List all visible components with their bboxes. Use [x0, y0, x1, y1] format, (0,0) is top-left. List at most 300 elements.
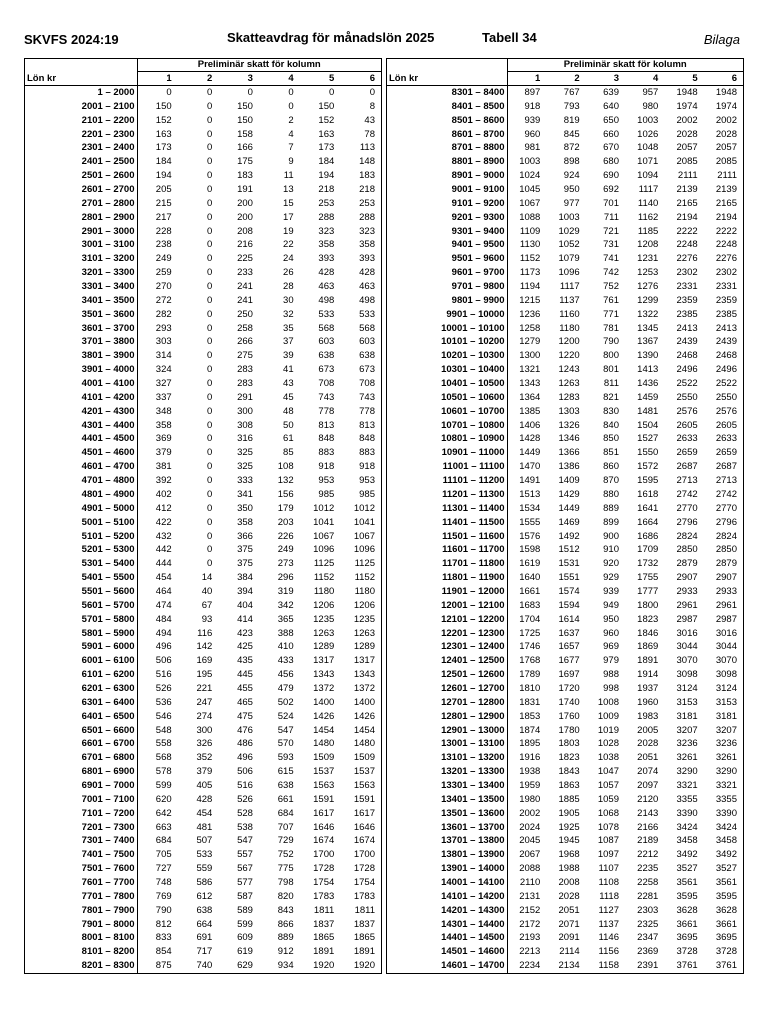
- tax-amount-cell: 546: [155, 710, 172, 722]
- tax-amount-cell: 578: [155, 766, 172, 778]
- tax-amount-cell: 507: [196, 835, 213, 847]
- tax-amount-cell: 0: [207, 558, 213, 570]
- tax-amount-cell: 1345: [637, 322, 659, 334]
- tax-amount-cell: 1194: [519, 281, 541, 293]
- tax-amount-cell: 819: [563, 114, 580, 126]
- tax-amount-cell: 1317: [353, 655, 375, 667]
- tax-amount-cell: 1768: [519, 655, 541, 667]
- table-row: [387, 169, 743, 183]
- salary-range-cell: 5101 – 5200: [25, 530, 137, 544]
- tax-amount-cell: 2605: [715, 419, 737, 431]
- salary-range-cell: 3101 – 3200: [25, 252, 137, 266]
- tax-amount-cell: 934: [277, 960, 294, 972]
- tax-amount-cell: 670: [603, 142, 619, 154]
- tax-amount-cell: 3492: [676, 849, 698, 861]
- table-row: [25, 446, 381, 460]
- tax-amount-cell: 2222: [676, 225, 698, 237]
- tax-amount-cell: 1300: [519, 350, 541, 362]
- tax-amount-cell: 1413: [637, 364, 659, 376]
- tax-amount-cell: 587: [237, 890, 253, 902]
- tax-amount-cell: 872: [563, 142, 580, 154]
- salary-range-cell: 12601 – 12700: [387, 682, 507, 696]
- table-row: [25, 862, 381, 876]
- tax-amount-cell: 2131: [519, 890, 541, 902]
- tax-amount-cell: 30: [283, 294, 294, 306]
- salary-range-cell: 11101 – 11200: [387, 474, 507, 488]
- tax-amount-cell: 1697: [558, 669, 580, 681]
- tax-amount-cell: 203: [277, 516, 294, 528]
- tax-amount-cell: 108: [277, 461, 294, 473]
- table-row: [387, 488, 743, 502]
- table-row: [25, 252, 381, 266]
- tax-amount-cell: 949: [603, 599, 619, 611]
- tax-amount-cell: 258: [237, 322, 253, 334]
- tax-amount-cell: 3561: [715, 876, 737, 888]
- table-row: [387, 446, 743, 460]
- tax-amount-cell: 496: [155, 641, 172, 653]
- tax-amount-cell: 3261: [715, 752, 737, 764]
- tax-amount-cell: 0: [207, 461, 213, 473]
- table-number: Tabell 34: [482, 30, 537, 45]
- tax-amount-cell: 148: [359, 156, 375, 168]
- salary-range-cell: 9601 – 9700: [387, 266, 507, 280]
- table-row: [25, 308, 381, 322]
- tax-amount-cell: 2796: [715, 516, 737, 528]
- tax-amount-cell: 1096: [353, 544, 375, 556]
- tax-amount-cell: 533: [318, 308, 335, 320]
- tax-amount-cell: 32: [283, 308, 294, 320]
- salary-range-cell: 4601 – 4700: [25, 460, 137, 474]
- tax-amount-cell: 1527: [637, 433, 659, 445]
- salary-range-cell: 6401 – 6500: [25, 710, 137, 724]
- tax-amount-cell: 2770: [676, 502, 698, 514]
- tax-amount-cell: 1492: [558, 530, 580, 542]
- tax-amount-cell: 1107: [598, 863, 619, 875]
- salary-range-cell: 12701 – 12800: [387, 696, 507, 710]
- tax-amount-cell: 1619: [519, 558, 541, 570]
- tax-amount-cell: 851: [603, 447, 619, 459]
- salary-range-cell: 4701 – 4800: [25, 474, 137, 488]
- tax-amount-cell: 1283: [558, 391, 580, 403]
- tax-amount-cell: 2439: [715, 336, 737, 348]
- tax-amount-cell: 516: [155, 669, 172, 681]
- tax-amount-cell: 1426: [313, 710, 335, 722]
- table-row: [387, 821, 743, 835]
- tax-amount-cell: 3390: [676, 807, 698, 819]
- tax-amount-cell: 1459: [637, 391, 659, 403]
- tax-amount-cell: 1646: [313, 821, 335, 833]
- tax-amount-cell: 2347: [637, 932, 659, 944]
- tax-amount-cell: 1012: [313, 502, 335, 514]
- tax-amount-cell: 0: [247, 87, 253, 98]
- tax-amount-cell: 1406: [519, 419, 541, 431]
- tax-amount-cell: 742: [603, 267, 619, 279]
- tax-amount-cell: 1837: [353, 918, 375, 930]
- salary-range-cell: 11001 – 11100: [387, 460, 507, 474]
- tax-amount-cell: 660: [603, 128, 619, 140]
- table-row: [387, 280, 743, 294]
- tax-amount-cell: 1481: [637, 405, 659, 417]
- tax-amount-cell: 548: [155, 724, 172, 736]
- salary-range-cell: 5901 – 6000: [25, 640, 137, 654]
- table-row: [25, 419, 381, 433]
- tax-amount-cell: 166: [237, 142, 253, 154]
- tax-amount-cell: 2605: [676, 419, 698, 431]
- tax-amount-cell: 43: [283, 378, 294, 390]
- table-row: [25, 779, 381, 793]
- table-row: [387, 557, 743, 571]
- tax-amount-cell: 22: [283, 239, 294, 251]
- tax-amount-cell: 1916: [519, 752, 541, 764]
- salary-range-cell: 3601 – 3700: [25, 322, 137, 336]
- table-row: [25, 530, 381, 544]
- tax-amount-cell: 663: [155, 821, 172, 833]
- tax-table-left: [24, 58, 382, 974]
- tax-amount-cell: 1367: [637, 336, 659, 348]
- tax-amount-cell: 2468: [676, 350, 698, 362]
- tax-amount-cell: 848: [318, 433, 335, 445]
- tax-amount-cell: 2085: [676, 156, 698, 168]
- tax-amount-cell: 0: [207, 544, 213, 556]
- tax-amount-cell: 1595: [637, 475, 659, 487]
- tax-amount-cell: 67: [201, 599, 213, 611]
- column-header-5: 5: [664, 72, 703, 86]
- tax-amount-cell: 1686: [637, 530, 659, 542]
- tax-amount-cell: 2194: [715, 211, 737, 223]
- tax-amount-cell: 1087: [597, 835, 619, 847]
- tax-amount-cell: 455: [237, 682, 253, 694]
- tax-amount-cell: 1436: [637, 378, 659, 390]
- salary-range-cell: 3701 – 3800: [25, 335, 137, 349]
- tax-amount-cell: 1067: [313, 530, 335, 542]
- tax-amount-cell: 1789: [519, 669, 541, 681]
- tax-amount-cell: 950: [563, 184, 580, 196]
- tax-amount-cell: 684: [155, 835, 172, 847]
- tax-amount-cell: 3355: [676, 793, 698, 805]
- tax-amount-cell: 1263: [313, 627, 335, 639]
- salary-range-cell: 11201 – 11300: [387, 488, 507, 502]
- tax-amount-cell: 323: [359, 225, 375, 237]
- tax-amount-cell: 0: [207, 114, 213, 126]
- tax-amount-cell: 1800: [637, 599, 659, 611]
- tax-amount-cell: 2057: [715, 142, 737, 154]
- table-row: [387, 682, 743, 696]
- tax-amount-cell: 711: [603, 211, 619, 223]
- tax-amount-cell: 0: [207, 530, 213, 542]
- tax-amount-cell: 3290: [715, 766, 737, 778]
- tax-amount-cell: 1531: [558, 558, 580, 570]
- tax-amount-cell: 2879: [676, 558, 698, 570]
- tax-amount-cell: 61: [283, 433, 294, 445]
- tax-amount-cell: 0: [207, 184, 213, 196]
- tax-amount-cell: 2796: [676, 516, 698, 528]
- tax-amount-cell: 680: [603, 156, 619, 168]
- table-row: [387, 308, 743, 322]
- salary-range-cell: 14401 – 14500: [387, 931, 507, 945]
- tax-amount-cell: 1117: [559, 281, 580, 293]
- salary-range-cell: 13901 – 14000: [387, 862, 507, 876]
- tax-amount-cell: 1215: [519, 294, 541, 306]
- tax-amount-cell: 1905: [558, 807, 580, 819]
- column-header-1: 1: [137, 72, 178, 86]
- tax-amount-cell: 640: [603, 100, 619, 112]
- tax-amount-cell: 2222: [715, 225, 737, 237]
- tax-amount-cell: 1289: [313, 641, 335, 653]
- tax-amount-cell: 150: [318, 100, 335, 112]
- salary-range-cell: 10801 – 10900: [387, 432, 507, 446]
- tax-amount-cell: 524: [277, 710, 294, 722]
- salary-range-cell: 14201 – 14300: [387, 904, 507, 918]
- tax-amount-cell: 14: [201, 572, 213, 584]
- tax-amount-cell: 0: [207, 170, 213, 182]
- tax-amount-cell: 2713: [715, 475, 737, 487]
- salary-range-cell: 6801 – 6900: [25, 765, 137, 779]
- tax-amount-cell: 3016: [715, 627, 737, 639]
- tax-amount-cell: 1289: [353, 641, 375, 653]
- salary-range-cell: 2601 – 2700: [25, 183, 137, 197]
- tax-amount-cell: 526: [155, 682, 172, 694]
- salary-range-cell: 9301 – 9400: [387, 225, 507, 239]
- table-row: [25, 682, 381, 696]
- tax-amount-cell: 1823: [558, 752, 580, 764]
- tax-amount-cell: 17: [283, 211, 294, 223]
- table-row: [25, 169, 381, 183]
- salary-range-cell: 12301 – 12400: [387, 640, 507, 654]
- tax-amount-cell: 1317: [313, 655, 335, 667]
- tax-amount-cell: 308: [237, 419, 253, 431]
- tax-amount-cell: 1704: [519, 613, 541, 625]
- tax-amount-cell: 270: [155, 281, 172, 293]
- salary-range-cell: 9501 – 9600: [387, 252, 507, 266]
- column-group-label: Preliminär skatt för kolumn: [507, 59, 743, 72]
- salary-range-cell: 12401 – 12500: [387, 654, 507, 668]
- tax-amount-cell: 2276: [715, 253, 737, 265]
- column-group-label: Preliminär skatt för kolumn: [137, 59, 381, 72]
- tax-amount-cell: 1067: [353, 530, 375, 542]
- tax-amount-cell: 2071: [558, 918, 580, 930]
- tax-amount-cell: 0: [207, 267, 213, 279]
- tax-amount-cell: 3695: [676, 932, 698, 944]
- tax-amount-cell: 498: [318, 294, 335, 306]
- tax-amount-cell: 731: [603, 239, 619, 251]
- tax-amount-cell: 3355: [715, 793, 737, 805]
- tax-amount-cell: 365: [277, 613, 294, 625]
- tax-amount-cell: 1594: [558, 599, 580, 611]
- tax-amount-cell: 0: [207, 350, 213, 362]
- table-row: [25, 543, 381, 557]
- tax-amount-cell: 3321: [715, 779, 737, 791]
- tax-amount-cell: 1574: [558, 585, 580, 597]
- tax-amount-cell: 2325: [637, 918, 659, 930]
- tax-amount-cell: 593: [277, 752, 294, 764]
- tax-amount-cell: 2234: [519, 960, 541, 972]
- tax-amount-cell: 603: [359, 336, 375, 348]
- table-row: [387, 807, 743, 821]
- tax-amount-cell: 3492: [715, 849, 737, 861]
- tax-amount-cell: 454: [155, 572, 172, 584]
- salary-range-cell: 3201 – 3300: [25, 266, 137, 280]
- salary-range-cell: 10201 – 10300: [387, 349, 507, 363]
- tax-amount-cell: 820: [277, 890, 294, 902]
- tax-amount-cell: 1180: [354, 585, 375, 597]
- tax-amount-cell: 272: [155, 294, 172, 306]
- tax-amount-cell: 152: [318, 114, 335, 126]
- table-row: [25, 128, 381, 142]
- tax-amount-cell: 3207: [715, 724, 737, 736]
- table-row: [387, 128, 743, 142]
- tax-amount-cell: 116: [197, 627, 213, 639]
- table-row: [387, 654, 743, 668]
- table-row: [25, 460, 381, 474]
- tax-amount-cell: 494: [155, 627, 172, 639]
- salary-range-cell: 3501 – 3600: [25, 308, 137, 322]
- table-row: [25, 613, 381, 627]
- tax-amount-cell: 216: [237, 239, 253, 251]
- tax-amount-cell: 183: [359, 170, 375, 182]
- tax-amount-cell: 1760: [558, 710, 580, 722]
- table-row: [25, 377, 381, 391]
- salary-range-cell: 2701 – 2800: [25, 197, 137, 211]
- tax-amount-cell: 1563: [353, 779, 375, 791]
- salary-range-cell: 3301 – 3400: [25, 280, 137, 294]
- page-title: Skatteavdrag för månadslön 2025: [227, 30, 435, 45]
- table-row: [387, 530, 743, 544]
- tax-amount-cell: 2439: [676, 336, 698, 348]
- tax-amount-cell: 0: [207, 142, 213, 154]
- table-row: [25, 710, 381, 724]
- tax-amount-cell: 333: [237, 475, 253, 487]
- tax-amount-cell: 3321: [676, 779, 698, 791]
- tax-amount-cell: 283: [237, 364, 253, 376]
- salary-range-cell: 2801 – 2900: [25, 211, 137, 225]
- tax-amount-cell: 547: [237, 835, 253, 847]
- tax-amount-cell: 568: [359, 322, 375, 334]
- tax-amount-cell: 179: [277, 502, 294, 514]
- salary-range-cell: 10701 – 10800: [387, 419, 507, 433]
- tax-amount-cell: 2024: [519, 821, 541, 833]
- tax-amount-cell: 1777: [637, 585, 659, 597]
- tax-amount-cell: 7: [288, 142, 294, 154]
- salary-range-cell: 10101 – 10200: [387, 335, 507, 349]
- tax-amount-cell: 1534: [519, 502, 541, 514]
- tax-amount-cell: 40: [201, 585, 213, 597]
- tax-amount-cell: 1008: [597, 696, 619, 708]
- tax-amount-cell: 727: [155, 863, 172, 875]
- tax-amount-cell: 1891: [313, 946, 335, 958]
- tax-amount-cell: 2385: [715, 308, 737, 320]
- tax-amount-cell: 1920: [313, 960, 335, 972]
- tax-amount-cell: 3098: [715, 669, 737, 681]
- tax-amount-cell: 2248: [676, 239, 698, 251]
- tax-amount-cell: 1041: [353, 516, 375, 528]
- salary-range-cell: 9001 – 9100: [387, 183, 507, 197]
- salary-range-cell: 10301 – 10400: [387, 363, 507, 377]
- tax-amount-cell: 183: [237, 170, 253, 182]
- tax-amount-cell: 247: [196, 696, 213, 708]
- tax-amount-cell: 1125: [354, 558, 375, 570]
- tax-amount-cell: 404: [237, 599, 253, 611]
- tax-amount-cell: 48: [283, 405, 294, 417]
- table-row: [25, 821, 381, 835]
- table-row: [387, 599, 743, 613]
- tax-amount-cell: 708: [318, 378, 335, 390]
- tax-amount-cell: 985: [359, 488, 375, 500]
- tax-amount-cell: 1920: [353, 960, 375, 972]
- tax-amount-cell: 1874: [519, 724, 541, 736]
- tax-amount-cell: 0: [207, 405, 213, 417]
- tax-amount-cell: 3016: [676, 627, 698, 639]
- tax-amount-cell: 1372: [353, 682, 375, 694]
- salary-range-cell: 6001 – 6100: [25, 654, 137, 668]
- tax-amount-cell: 253: [359, 197, 375, 209]
- tax-amount-cell: 241: [237, 281, 253, 293]
- salary-range-cell: 2001 – 2100: [25, 100, 137, 114]
- tax-amount-cell: 1512: [558, 544, 580, 556]
- tax-amount-cell: 2045: [519, 835, 541, 847]
- tax-amount-cell: 1846: [637, 627, 659, 639]
- tax-amount-cell: 3661: [715, 918, 737, 930]
- salary-range-cell: 5401 – 5500: [25, 571, 137, 585]
- tax-amount-cell: 3424: [676, 821, 698, 833]
- table-row: [25, 904, 381, 918]
- salary-range-cell: 11901 – 12000: [387, 585, 507, 599]
- tax-amount-cell: 889: [277, 932, 294, 944]
- tax-amount-cell: 352: [196, 752, 213, 764]
- tax-amount-cell: 1960: [637, 696, 659, 708]
- salary-range-cell: 8601 – 8700: [387, 128, 507, 142]
- tax-amount-cell: 2659: [715, 447, 737, 459]
- table-row: [25, 834, 381, 848]
- tax-amount-cell: 1948: [676, 87, 698, 98]
- tax-amount-cell: 1746: [519, 641, 541, 653]
- tax-amount-cell: 778: [318, 405, 335, 417]
- tax-amount-cell: 463: [318, 281, 335, 293]
- tax-amount-cell: 1041: [313, 516, 335, 528]
- tax-amount-cell: 1137: [559, 294, 580, 306]
- tax-amount-cell: 428: [318, 267, 335, 279]
- tax-amount-cell: 2496: [715, 364, 737, 376]
- tax-amount-cell: 1236: [519, 308, 541, 320]
- tax-amount-cell: 2005: [637, 724, 659, 736]
- tax-amount-cell: 833: [155, 932, 172, 944]
- tax-amount-cell: 496: [237, 752, 253, 764]
- tax-amount-cell: 444: [155, 558, 172, 570]
- tax-amount-cell: 2331: [715, 281, 737, 293]
- tax-amount-cell: 1754: [313, 876, 335, 888]
- table-row: [387, 710, 743, 724]
- tax-amount-cell: 2276: [676, 253, 698, 265]
- tax-amount-cell: 1677: [558, 655, 580, 667]
- table-row: [25, 585, 381, 599]
- tax-amount-cell: 28: [283, 281, 294, 293]
- salary-range-cell: 7601 – 7700: [25, 876, 137, 890]
- table-row: [25, 668, 381, 682]
- tax-amount-cell: 3424: [715, 821, 737, 833]
- tax-amount-cell: 1012: [353, 502, 375, 514]
- tax-amount-cell: 481: [196, 821, 213, 833]
- table-row: [387, 848, 743, 862]
- tax-amount-cell: 195: [196, 669, 213, 681]
- table-row: [25, 238, 381, 252]
- salary-range-cell: 8701 – 8800: [387, 141, 507, 155]
- tax-amount-cell: 2028: [676, 128, 698, 140]
- tax-amount-cell: 463: [359, 281, 375, 293]
- tax-amount-cell: 445: [237, 669, 253, 681]
- salary-range-cell: 11701 – 11800: [387, 557, 507, 571]
- tax-amount-cell: 1067: [519, 197, 541, 209]
- tax-amount-cell: 0: [207, 281, 213, 293]
- tax-amount-cell: 2496: [676, 364, 698, 376]
